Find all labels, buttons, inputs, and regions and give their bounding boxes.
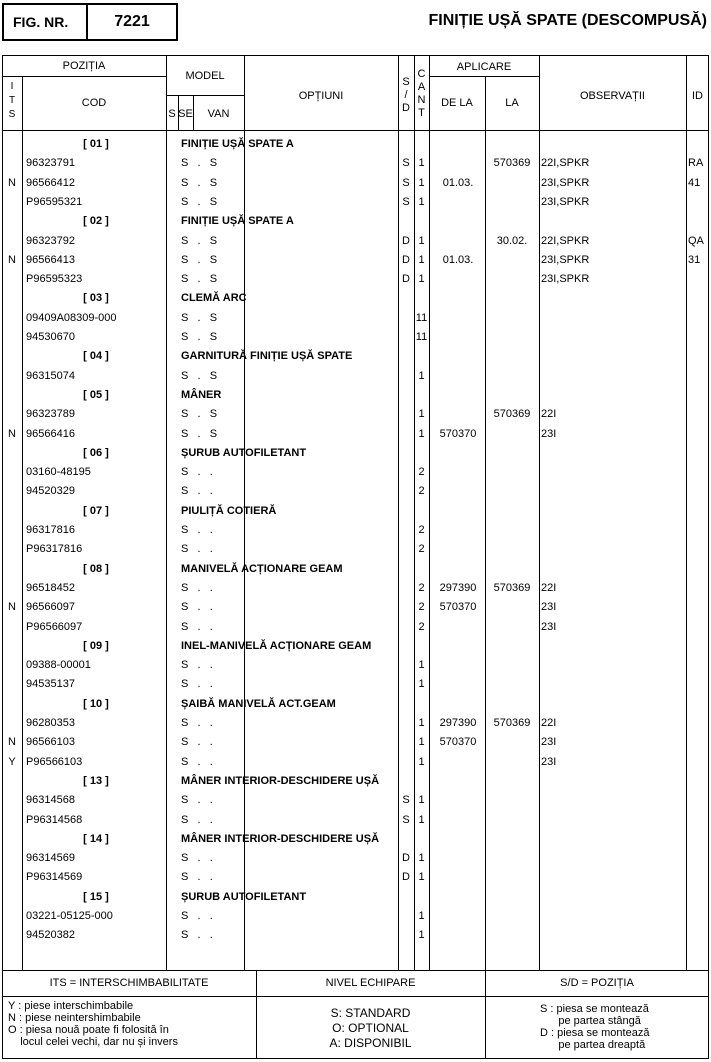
cell-m: S . . <box>181 852 213 864</box>
fig-label: FIG. NR. <box>13 14 69 30</box>
cell-cant: 1 <box>418 254 425 266</box>
cell-obs: 22I,SPKR <box>541 235 590 247</box>
cell-its: Y <box>8 756 16 768</box>
cell-de: 01.03. <box>442 177 474 189</box>
section-description: MÂNER INTERIOR-DESCHIDERE UȘĂ <box>181 833 380 845</box>
section-position: [ 08 ] <box>83 563 109 575</box>
cell-obs: 22I <box>541 582 557 594</box>
cell-obs: 23I,SPKR <box>541 273 590 285</box>
cell-cant: 1 <box>418 370 425 382</box>
cell-m: S . S <box>181 196 218 208</box>
section-position: [ 13 ] <box>83 775 109 787</box>
section-description: MÂNER INTERIOR-DESCHIDERE UȘĂ <box>181 775 380 787</box>
cell-m: S . S <box>181 273 218 285</box>
cell-its: N <box>8 601 16 613</box>
cell-cant: 1 <box>418 717 425 729</box>
cell-cant: 1 <box>418 852 425 864</box>
section-position: [ 14 ] <box>83 833 109 845</box>
cell-cod: 96566413 <box>26 254 75 266</box>
cell-cod: 96314569 <box>26 852 75 864</box>
cell-m: S . S <box>181 370 218 382</box>
cell-cod: 96566416 <box>26 428 75 440</box>
cell-cant: 1 <box>418 659 425 671</box>
col-pozitia: POZIȚIA <box>62 60 106 72</box>
cell-m: S . S <box>181 428 218 440</box>
cell-cant: 1 <box>418 794 425 806</box>
cell-m: S . . <box>181 717 213 729</box>
cell-obs: 23I <box>541 601 557 613</box>
cell-m: S . S <box>181 235 218 247</box>
section-description: FINIȚIE UȘĂ SPATE A <box>181 215 294 227</box>
fig-number: 7221 <box>114 13 150 30</box>
cell-cant: 2 <box>418 621 425 633</box>
cell-sd: D <box>402 852 410 864</box>
section-description: ȘURUB AUTOFILETANT <box>181 447 307 459</box>
cell-de: 297390 <box>439 582 477 594</box>
cell-cod: P96595323 <box>26 273 83 285</box>
cell-cant: 2 <box>418 582 425 594</box>
cell-m: S . S <box>181 177 218 189</box>
cell-cod: 96518452 <box>26 582 75 594</box>
cell-m: S . . <box>181 485 213 497</box>
col-model-s: S <box>168 108 176 120</box>
col-aplicare: APLICARE <box>456 61 512 73</box>
cell-de: 570370 <box>439 428 477 440</box>
cell-m: S . . <box>181 814 213 826</box>
cell-cod: 09388-00001 <box>26 659 91 671</box>
cell-cant: 1 <box>418 814 425 826</box>
section-description: PIULIȚĂ COTIERĂ <box>181 505 277 517</box>
cell-cant: 1 <box>418 871 425 883</box>
cell-cant: 2 <box>418 524 425 536</box>
cell-its: N <box>8 428 16 440</box>
cell-m: S . S <box>181 408 218 420</box>
col-model: MODEL <box>185 70 225 82</box>
cell-cod: 96323792 <box>26 235 75 247</box>
cell-obs: 23I <box>541 621 557 633</box>
section-position: [ 06 ] <box>83 447 109 459</box>
cell-cod: 03221-05125-000 <box>26 910 113 922</box>
col-cant: C A N T <box>417 68 426 119</box>
cell-cod: 96314568 <box>26 794 75 806</box>
fig-label-box <box>2 3 88 41</box>
legend-nivel-lines: S: STANDARD O: OPTIONAL A: DISPONIBIL <box>329 1006 412 1050</box>
col-la: LA <box>505 97 519 109</box>
cell-cod: 96317816 <box>26 524 75 536</box>
cell-m: S . . <box>181 910 213 922</box>
col-sd: S / D <box>402 76 410 114</box>
cell-la: 30.02. <box>496 235 528 247</box>
cell-cod: P96595321 <box>26 196 83 208</box>
section-description: CLEMĂ ARC <box>181 292 247 304</box>
cell-cant: 1 <box>418 177 425 189</box>
section-position: [ 04 ] <box>83 350 109 362</box>
cell-de: 570370 <box>439 601 477 613</box>
cell-obs: 23I <box>541 428 557 440</box>
cell-m: S . . <box>181 794 213 806</box>
cell-sd: S <box>402 794 410 806</box>
cell-m: S . . <box>181 678 213 690</box>
cell-cant: 1 <box>418 408 425 420</box>
cell-m: S . . <box>181 659 213 671</box>
cell-m: S . . <box>181 466 213 478</box>
cell-cod: 96566103 <box>26 736 75 748</box>
cell-m: S . . <box>181 582 213 594</box>
section-description: GARNITURĂ FINIȚIE UȘĂ SPATE <box>181 350 353 362</box>
cell-cod: P96314569 <box>26 871 83 883</box>
cell-sd: D <box>402 235 410 247</box>
cell-m: S . . <box>181 543 213 555</box>
cell-id: RA <box>688 157 704 169</box>
cell-cod: P96566103 <box>26 756 83 768</box>
cell-la: 570369 <box>493 717 531 729</box>
section-position: [ 07 ] <box>83 505 109 517</box>
section-position: [ 05 ] <box>83 389 109 401</box>
cell-cod: 96280353 <box>26 717 75 729</box>
cell-cod: 09409A08309-000 <box>26 312 117 324</box>
cell-sd: D <box>402 254 410 266</box>
cell-sd: S <box>402 157 410 169</box>
cell-cant: 1 <box>418 756 425 768</box>
cell-cant: 2 <box>418 466 425 478</box>
cell-cant: 2 <box>418 543 425 555</box>
col-de-la: DE LA <box>441 97 473 109</box>
cell-cod: 94530670 <box>26 331 75 343</box>
cell-cant: 11 <box>415 331 428 343</box>
cell-de: 570370 <box>439 736 477 748</box>
cell-cant: 1 <box>418 157 425 169</box>
cell-cod: P96566097 <box>26 621 83 633</box>
cell-m: S . . <box>181 929 213 941</box>
section-description: FINIȚIE UȘĂ SPATE A <box>181 138 294 150</box>
section-position: [ 01 ] <box>83 138 109 150</box>
cell-m: S . . <box>181 621 213 633</box>
cell-cod: 96566097 <box>26 601 75 613</box>
fig-number-box <box>86 3 178 41</box>
cell-cod: 94520382 <box>26 929 75 941</box>
col-model-se: SE <box>178 108 193 120</box>
cell-cod: 96566412 <box>26 177 75 189</box>
cell-id: QA <box>688 235 704 247</box>
cell-m: S . . <box>181 756 213 768</box>
cell-cant: 1 <box>418 235 425 247</box>
cell-cant: 1 <box>418 736 425 748</box>
section-position: [ 09 ] <box>83 640 109 652</box>
col-cod: COD <box>81 97 107 109</box>
cell-m: S . S <box>181 254 218 266</box>
col-optiuni: OPȚIUNI <box>298 90 344 102</box>
cell-its: N <box>8 254 16 266</box>
cell-cod: P96314568 <box>26 814 83 826</box>
col-model-van: VAN <box>207 108 230 120</box>
cell-obs: 23I,SPKR <box>541 254 590 266</box>
cell-obs: 23I <box>541 756 557 768</box>
cell-m: S . . <box>181 524 213 536</box>
cell-obs: 23I,SPKR <box>541 177 590 189</box>
cell-cant: 1 <box>418 910 425 922</box>
cell-la: 570369 <box>493 157 531 169</box>
cell-id: 41 <box>688 177 701 189</box>
cell-cant: 11 <box>415 312 428 324</box>
legend-sd-lines: S : piesa se montează pe partea stângă D : piesa se montează pe partea dreaptă <box>540 1003 650 1051</box>
cell-its: N <box>8 177 16 189</box>
cell-m: S . . <box>181 871 213 883</box>
cell-cant: 2 <box>418 485 425 497</box>
cell-cod: 96315074 <box>26 370 75 382</box>
cell-sd: S <box>402 196 410 208</box>
cell-cant: 1 <box>418 196 425 208</box>
col-observatii: OBSERVAȚII <box>579 90 645 102</box>
cell-cant: 1 <box>418 428 425 440</box>
cell-sd: S <box>402 814 410 826</box>
col-id: ID <box>692 90 703 102</box>
cell-cod: 96323791 <box>26 157 75 169</box>
cell-cod: 03160-48195 <box>26 466 91 478</box>
cell-de: 297390 <box>439 717 477 729</box>
cell-obs: 23I <box>541 736 557 748</box>
col-its: I T S <box>8 81 16 120</box>
section-description: MÂNER <box>181 389 222 401</box>
section-description: ȘURUB AUTOFILETANT <box>181 891 307 903</box>
cell-sd: D <box>402 273 410 285</box>
cell-cod: 94535137 <box>26 678 75 690</box>
cell-de: 01.03. <box>442 254 474 266</box>
cell-la: 570369 <box>493 408 531 420</box>
cell-cant: 1 <box>418 678 425 690</box>
cell-sd: D <box>402 871 410 883</box>
cell-id: 31 <box>688 254 701 266</box>
section-description: INEL-MANIVELĂ ACȚIONARE GEAM <box>181 640 372 652</box>
cell-m: S . . <box>181 601 213 613</box>
cell-cant: 2 <box>418 601 425 613</box>
legend-nivel-title: NIVEL ECHIPARE <box>325 977 416 989</box>
legend-its-title: ITS = INTERSCHIMBABILITATE <box>49 977 209 989</box>
cell-m: S . . <box>181 736 213 748</box>
cell-obs: 22I,SPKR <box>541 157 590 169</box>
cell-m: S . S <box>181 157 218 169</box>
cell-obs: 22I <box>541 717 557 729</box>
cell-obs: 22I <box>541 408 557 420</box>
page-title: FINIȚIE UȘĂ SPATE (DESCOMPUSĂ) <box>428 12 707 29</box>
cell-m: S . S <box>181 312 218 324</box>
cell-cod: 96323789 <box>26 408 75 420</box>
cell-cant: 1 <box>418 929 425 941</box>
cell-cod: 94520329 <box>26 485 75 497</box>
section-position: [ 15 ] <box>83 891 109 903</box>
cell-sd: S <box>402 177 410 189</box>
legend-sd-title: S/D = POZIȚIA <box>560 977 634 989</box>
section-position: [ 10 ] <box>83 698 109 710</box>
legend-its-lines: Y : piese interschimbabile N : piese neintershimbabile O : piesa nouă poate fi folosită în locul celei vechi, dar nu și invers <box>8 1000 178 1048</box>
cell-obs: 23I,SPKR <box>541 196 590 208</box>
cell-cod: P96317816 <box>26 543 83 555</box>
cell-m: S . S <box>181 331 218 343</box>
section-description: MANIVELĂ ACȚIONARE GEAM <box>181 563 343 575</box>
cell-cant: 1 <box>418 273 425 285</box>
cell-la: 570369 <box>493 582 531 594</box>
section-position: [ 03 ] <box>83 292 109 304</box>
cell-its: N <box>8 736 16 748</box>
section-position: [ 02 ] <box>83 215 109 227</box>
section-description: ȘAIBĂ MANIVELĂ ACT.GEAM <box>181 698 336 710</box>
